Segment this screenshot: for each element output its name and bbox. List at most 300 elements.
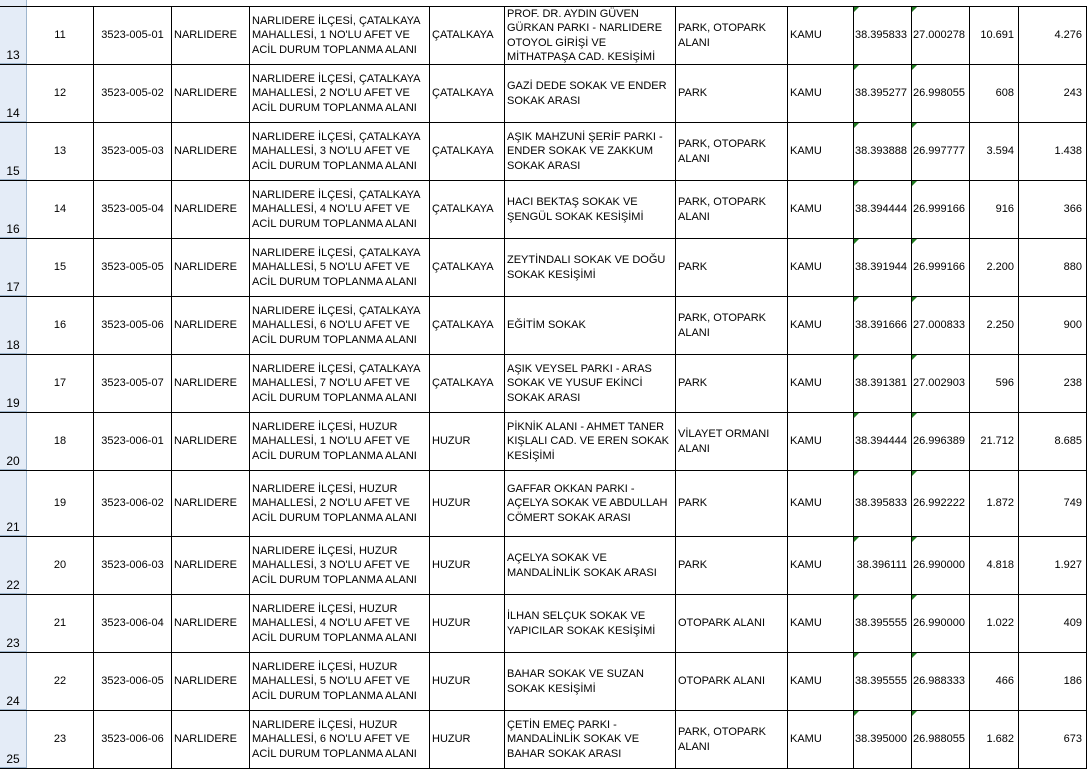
cell-kapasite[interactable] bbox=[1019, 65, 1087, 122]
cell-text: 27.002903 bbox=[913, 377, 965, 390]
cell-mulkiyet[interactable] bbox=[788, 123, 854, 180]
cell-text: KAMU bbox=[790, 87, 822, 100]
cell-mahalle[interactable] bbox=[430, 7, 505, 64]
cell-text: KAMU bbox=[790, 675, 822, 688]
cell-alan-adi[interactable] bbox=[250, 355, 430, 412]
cell-alan-adi[interactable] bbox=[250, 239, 430, 296]
cell-alan-m2[interactable] bbox=[970, 181, 1019, 238]
cell-text: NARLIDERE bbox=[174, 617, 237, 630]
cell-alan-turu[interactable] bbox=[676, 239, 788, 296]
cell-mulkiyet[interactable] bbox=[788, 711, 854, 768]
cell-boylam[interactable] bbox=[912, 355, 970, 412]
cell-text: KAMU bbox=[790, 319, 822, 332]
cell-ilce[interactable] bbox=[172, 537, 250, 594]
cell-text: 243 bbox=[1063, 87, 1082, 100]
cell-kapasite[interactable] bbox=[1019, 413, 1087, 470]
cell-text: 916 bbox=[995, 203, 1014, 216]
cell-text: HUZUR bbox=[432, 733, 471, 746]
cell-text: 900 bbox=[1063, 319, 1082, 332]
cell-text: 749 bbox=[1063, 497, 1082, 510]
cell-alan-turu[interactable] bbox=[676, 413, 788, 470]
error-indicator-icon bbox=[912, 413, 917, 418]
cell-enlem[interactable] bbox=[854, 297, 912, 354]
cell-boylam[interactable] bbox=[912, 413, 970, 470]
cell-adres[interactable] bbox=[505, 595, 676, 652]
cell-adres[interactable] bbox=[505, 181, 676, 238]
cell-kapasite[interactable] bbox=[1019, 181, 1087, 238]
cell-text: HUZUR bbox=[432, 435, 471, 448]
cell-alan-turu[interactable] bbox=[676, 537, 788, 594]
cell-text: 1.872 bbox=[986, 497, 1014, 510]
cell-text: 22 bbox=[53, 675, 67, 688]
cell-mulkiyet[interactable] bbox=[788, 537, 854, 594]
row-header[interactable]: 18 bbox=[0, 297, 27, 354]
cell-mahalle[interactable] bbox=[430, 355, 505, 412]
cell-sira-no[interactable] bbox=[27, 711, 94, 768]
cell-text: KAMU bbox=[790, 617, 822, 630]
cell-text: 3523-006-05 bbox=[101, 675, 164, 688]
cell-text: ÇATALKAYA bbox=[432, 87, 494, 100]
cell-kapasite[interactable] bbox=[1019, 471, 1087, 536]
cell-sira-no[interactable] bbox=[27, 65, 94, 122]
cell-kapasite[interactable] bbox=[1019, 297, 1087, 354]
error-indicator-icon bbox=[854, 653, 859, 658]
error-indicator-icon bbox=[912, 65, 917, 70]
table-row bbox=[0, 297, 1087, 355]
cell-text: NARLIDERE bbox=[174, 559, 237, 572]
cell-sira-no[interactable] bbox=[27, 537, 94, 594]
cell-enlem[interactable] bbox=[854, 7, 912, 64]
cell-adres[interactable] bbox=[505, 711, 676, 768]
cell-boylam[interactable] bbox=[912, 7, 970, 64]
cell-adres[interactable] bbox=[505, 7, 676, 64]
cell-mahalle[interactable] bbox=[430, 653, 505, 710]
cell-adres[interactable] bbox=[505, 65, 676, 122]
cell-alan-kodu[interactable] bbox=[94, 7, 172, 64]
cell-alan-m2[interactable] bbox=[970, 239, 1019, 296]
cell-text: PARK, OTOPARK ALANI bbox=[678, 726, 767, 753]
cell-alan-m2[interactable] bbox=[970, 297, 1019, 354]
cell-text: 38.394444 bbox=[855, 435, 907, 448]
cell-alan-kodu[interactable] bbox=[94, 711, 172, 768]
error-indicator-icon bbox=[912, 297, 917, 302]
cell-enlem[interactable] bbox=[854, 355, 912, 412]
cell-sira-no[interactable] bbox=[27, 239, 94, 296]
cell-text: AŞIK MAHZUNİ ŞERİF PARKI - ENDER SOKAK VE ZAKKUM SOKAK ARASI bbox=[507, 130, 663, 172]
table-row bbox=[0, 65, 1087, 123]
cell-mulkiyet[interactable] bbox=[788, 65, 854, 122]
cell-text: NARLIDERE İLÇESİ, ÇATALKAYA MAHALLESİ, 1 NO'LU AFET VE ACİL DURUM TOPLANMA ALANI bbox=[252, 14, 420, 56]
cell-mulkiyet[interactable] bbox=[788, 7, 854, 64]
cell-kapasite[interactable] bbox=[1019, 7, 1087, 64]
table-row bbox=[0, 413, 1087, 471]
cell-text: 3523-005-01 bbox=[101, 29, 164, 42]
cell-enlem[interactable] bbox=[854, 653, 912, 710]
cell-text: 3523-006-04 bbox=[101, 617, 164, 630]
cell-text: 38.391944 bbox=[855, 261, 907, 274]
cell-text: NARLIDERE İLÇESİ, ÇATALKAYA MAHALLESİ, 7 NO'LU AFET VE ACİL DURUM TOPLANMA ALANI bbox=[252, 362, 420, 404]
table-row bbox=[0, 711, 1087, 769]
cell-mahalle[interactable] bbox=[430, 239, 505, 296]
cell-mulkiyet[interactable] bbox=[788, 181, 854, 238]
cell-text: HUZUR bbox=[432, 497, 471, 510]
cell-alan-turu[interactable] bbox=[676, 297, 788, 354]
cell-text: KAMU bbox=[790, 377, 822, 390]
cell-text: NARLIDERE bbox=[174, 29, 237, 42]
row-header-remnant[interactable] bbox=[0, 0, 27, 6]
cell-enlem[interactable] bbox=[854, 711, 912, 768]
cell-text: KAMU bbox=[790, 435, 822, 448]
cell-enlem[interactable] bbox=[854, 595, 912, 652]
table-row bbox=[0, 123, 1087, 181]
cell-kapasite[interactable] bbox=[1019, 123, 1087, 180]
error-indicator-icon bbox=[854, 123, 859, 128]
row-header[interactable]: 22 bbox=[0, 537, 27, 594]
cell-ilce[interactable] bbox=[172, 239, 250, 296]
cell-text: 38.395833 bbox=[855, 29, 907, 42]
cell-alan-m2[interactable] bbox=[970, 711, 1019, 768]
cell-text: 1.682 bbox=[986, 733, 1014, 746]
cell-alan-adi[interactable] bbox=[250, 595, 430, 652]
cell-adres[interactable] bbox=[505, 653, 676, 710]
cell-text: NARLIDERE İLÇESİ, HUZUR MAHALLESİ, 4 NO'LU AFET VE ACİL DURUM TOPLANMA ALANI bbox=[252, 602, 417, 644]
cell-boylam[interactable] bbox=[912, 65, 970, 122]
cell-text: 8.685 bbox=[1054, 435, 1082, 448]
cell-alan-turu[interactable] bbox=[676, 123, 788, 180]
cell-text: 11 bbox=[54, 29, 66, 42]
cell-kapasite[interactable] bbox=[1019, 595, 1087, 652]
cell-alan-turu[interactable] bbox=[676, 595, 788, 652]
cell-alan-kodu[interactable] bbox=[94, 297, 172, 354]
cell-ilce[interactable] bbox=[172, 595, 250, 652]
cell-text: 3523-005-05 bbox=[101, 261, 164, 274]
table-row bbox=[0, 537, 1087, 595]
cell-text: PARK, OTOPARK ALANI bbox=[678, 196, 767, 223]
cell-mahalle[interactable] bbox=[430, 595, 505, 652]
cell-alan-kodu[interactable] bbox=[94, 239, 172, 296]
cell-ilce[interactable] bbox=[172, 65, 250, 122]
cell-text: 13 bbox=[53, 145, 67, 158]
cell-alan-adi[interactable] bbox=[250, 653, 430, 710]
cell-text: 38.395833 bbox=[855, 497, 907, 510]
cell-alan-adi[interactable] bbox=[250, 65, 430, 122]
cell-text: 38.395555 bbox=[855, 675, 907, 688]
row-header[interactable]: 25 bbox=[0, 711, 27, 768]
cell-text: 3523-006-03 bbox=[101, 559, 164, 572]
cell-text: AÇELYA SOKAK VE MANDALİNLİK SOKAK ARASI bbox=[507, 552, 657, 579]
cell-ilce[interactable] bbox=[172, 181, 250, 238]
row-header[interactable]: 14 bbox=[0, 65, 27, 122]
cell-sira-no[interactable] bbox=[27, 123, 94, 180]
cell-mahalle[interactable] bbox=[430, 65, 505, 122]
cell-sira-no[interactable] bbox=[27, 471, 94, 536]
cell-text: 21 bbox=[53, 617, 67, 630]
cell-alan-kodu[interactable] bbox=[94, 471, 172, 536]
cell-mulkiyet[interactable] bbox=[788, 595, 854, 652]
cell-ilce[interactable] bbox=[172, 355, 250, 412]
cell-mahalle[interactable] bbox=[430, 413, 505, 470]
error-indicator-icon bbox=[912, 239, 917, 244]
cell-kapasite[interactable] bbox=[1019, 711, 1087, 768]
cell-mahalle[interactable] bbox=[430, 711, 505, 768]
cell-alan-kodu[interactable] bbox=[94, 355, 172, 412]
cell-alan-m2[interactable] bbox=[970, 471, 1019, 536]
cell-text: PARK bbox=[678, 377, 708, 390]
cell-mahalle[interactable] bbox=[430, 471, 505, 536]
cell-adres[interactable] bbox=[505, 297, 676, 354]
cell-mulkiyet[interactable] bbox=[788, 653, 854, 710]
table-row bbox=[0, 471, 1087, 537]
cell-text: 38.394444 bbox=[855, 203, 907, 216]
error-indicator-icon bbox=[912, 595, 917, 600]
cell-text: 466 bbox=[995, 675, 1014, 688]
cell-kapasite[interactable] bbox=[1019, 653, 1087, 710]
cell-text: NARLIDERE bbox=[174, 377, 237, 390]
cell-alan-turu[interactable] bbox=[676, 711, 788, 768]
cell-mulkiyet[interactable] bbox=[788, 355, 854, 412]
cell-alan-turu[interactable] bbox=[676, 653, 788, 710]
cell-text: 673 bbox=[1063, 733, 1082, 746]
cell-text: 3.594 bbox=[986, 145, 1014, 158]
cell-ilce[interactable] bbox=[172, 653, 250, 710]
error-indicator-icon bbox=[912, 653, 917, 658]
cell-enlem[interactable] bbox=[854, 413, 912, 470]
cell-text: NARLIDERE İLÇESİ, ÇATALKAYA MAHALLESİ, 3 NO'LU AFET VE ACİL DURUM TOPLANMA ALANI bbox=[252, 130, 420, 172]
cell-alan-kodu[interactable] bbox=[94, 413, 172, 470]
cell-text: NARLIDERE bbox=[174, 145, 237, 158]
cell-mahalle[interactable] bbox=[430, 123, 505, 180]
cell-text: 4.818 bbox=[986, 559, 1014, 572]
cell-boylam[interactable] bbox=[912, 123, 970, 180]
cell-text: KAMU bbox=[790, 203, 822, 216]
cell-boylam[interactable] bbox=[912, 595, 970, 652]
cell-text: 366 bbox=[1063, 203, 1082, 216]
cell-alan-adi[interactable] bbox=[250, 471, 430, 536]
cell-text: ÇATALKAYA bbox=[432, 29, 494, 42]
cell-text: AŞIK VEYSEL PARKI - ARAS SOKAK VE YUSUF EKİNCİ SOKAK ARASI bbox=[507, 362, 652, 404]
cell-adres[interactable] bbox=[505, 355, 676, 412]
cell-text: 26.999166 bbox=[913, 261, 965, 274]
cell-text: NARLIDERE İLÇESİ, ÇATALKAYA MAHALLESİ, 2 NO'LU AFET VE ACİL DURUM TOPLANMA ALANI bbox=[252, 72, 420, 114]
cell-text: VİLAYET ORMANI ALANI bbox=[678, 428, 770, 455]
cell-ilce[interactable] bbox=[172, 711, 250, 768]
cell-text: 38.395000 bbox=[855, 733, 907, 746]
data-rows bbox=[0, 7, 1087, 769]
cell-alan-m2[interactable] bbox=[970, 413, 1019, 470]
cell-text: KAMU bbox=[790, 559, 822, 572]
row-header[interactable]: 16 bbox=[0, 181, 27, 238]
table-row bbox=[0, 239, 1087, 297]
cell-alan-turu[interactable] bbox=[676, 355, 788, 412]
cell-ilce[interactable] bbox=[172, 413, 250, 470]
cell-text: PROF. DR. AYDIN GÜVEN GÜRKAN PARKI - NARLIDERE OTOYOL GİRİŞİ VE MİTHATPAŞA CAD. KESİŞİMİ bbox=[507, 7, 663, 63]
cell-text: NARLIDERE bbox=[174, 675, 237, 688]
cell-text: 2.250 bbox=[986, 319, 1014, 332]
cell-alan-kodu[interactable] bbox=[94, 537, 172, 594]
cell-alan-turu[interactable] bbox=[676, 471, 788, 536]
row-header[interactable]: 19 bbox=[0, 355, 27, 412]
cell-alan-adi[interactable] bbox=[250, 413, 430, 470]
cell-text: PARK bbox=[678, 87, 708, 100]
cell-boylam[interactable] bbox=[912, 471, 970, 536]
cell-boylam[interactable] bbox=[912, 537, 970, 594]
cell-enlem[interactable] bbox=[854, 471, 912, 536]
cell-boylam[interactable] bbox=[912, 711, 970, 768]
cell-text: ÇATALKAYA bbox=[432, 319, 494, 332]
cell-alan-m2[interactable] bbox=[970, 7, 1019, 64]
cell-text: GAFFAR OKKAN PARKI - AÇELYA SOKAK VE ABDULLAH CÖMERT SOKAK ARASI bbox=[507, 482, 668, 524]
cell-alan-adi[interactable] bbox=[250, 7, 430, 64]
cell-adres[interactable] bbox=[505, 413, 676, 470]
cell-adres[interactable] bbox=[505, 471, 676, 536]
cell-alan-turu[interactable] bbox=[676, 181, 788, 238]
cell-alan-m2[interactable] bbox=[970, 595, 1019, 652]
cell-text: 17 bbox=[53, 377, 67, 390]
cell-enlem[interactable] bbox=[854, 123, 912, 180]
error-indicator-icon bbox=[854, 181, 859, 186]
cell-text: 18 bbox=[53, 435, 67, 448]
row-header[interactable]: 17 bbox=[0, 239, 27, 296]
cell-alan-m2[interactable] bbox=[970, 537, 1019, 594]
row-header[interactable]: 24 bbox=[0, 653, 27, 710]
cell-text: KAMU bbox=[790, 497, 822, 510]
cell-text: 38.393888 bbox=[855, 145, 907, 158]
row-header[interactable]: 13 bbox=[0, 7, 27, 64]
cell-alan-adi[interactable] bbox=[250, 711, 430, 768]
cell-text: 26.999166 bbox=[913, 203, 965, 216]
cell-sira-no[interactable] bbox=[27, 7, 94, 64]
cell-text: 20 bbox=[53, 559, 67, 572]
cell-alan-m2[interactable] bbox=[970, 355, 1019, 412]
cell-alan-turu[interactable] bbox=[676, 7, 788, 64]
cell-text: NARLIDERE bbox=[174, 497, 237, 510]
cell-sira-no[interactable] bbox=[27, 181, 94, 238]
cell-mulkiyet[interactable] bbox=[788, 471, 854, 536]
row-header[interactable]: 23 bbox=[0, 595, 27, 652]
cell-sira-no[interactable] bbox=[27, 595, 94, 652]
cell-ilce[interactable] bbox=[172, 471, 250, 536]
cell-alan-adi[interactable] bbox=[250, 123, 430, 180]
error-indicator-icon bbox=[854, 471, 859, 476]
cell-text: 238 bbox=[1063, 377, 1082, 390]
error-indicator-icon bbox=[854, 413, 859, 418]
row-header[interactable]: 15 bbox=[0, 123, 27, 180]
cell-text: 26.990000 bbox=[913, 617, 965, 630]
table-row bbox=[0, 595, 1087, 653]
cell-text: 3523-005-06 bbox=[101, 319, 164, 332]
error-indicator-icon bbox=[912, 537, 917, 542]
cell-mahalle[interactable] bbox=[430, 297, 505, 354]
cell-sira-no[interactable] bbox=[27, 297, 94, 354]
cell-boylam[interactable] bbox=[912, 239, 970, 296]
cell-text: HACI BEKTAŞ SOKAK VE ŞENGÜL SOKAK KESİŞİMİ bbox=[507, 196, 644, 223]
cell-alan-kodu[interactable] bbox=[94, 181, 172, 238]
cell-boylam[interactable] bbox=[912, 181, 970, 238]
error-indicator-icon bbox=[854, 537, 859, 542]
cell-mahalle[interactable] bbox=[430, 181, 505, 238]
cell-alan-adi[interactable] bbox=[250, 181, 430, 238]
cell-alan-kodu[interactable] bbox=[94, 123, 172, 180]
cell-boylam[interactable] bbox=[912, 653, 970, 710]
cell-alan-turu[interactable] bbox=[676, 65, 788, 122]
cell-text: 27.000278 bbox=[913, 29, 965, 42]
cell-text: 38.395555 bbox=[855, 617, 907, 630]
cell-text: NARLIDERE İLÇESİ, HUZUR MAHALLESİ, 2 NO'LU AFET VE ACİL DURUM TOPLANMA ALANI bbox=[252, 482, 417, 524]
cell-text: 608 bbox=[995, 87, 1014, 100]
cell-text: 16 bbox=[53, 319, 67, 332]
cell-adres[interactable] bbox=[505, 537, 676, 594]
cell-text: KAMU bbox=[790, 29, 822, 42]
cell-text: EĞİTİM SOKAK bbox=[507, 319, 586, 332]
cell-text: ÇATALKAYA bbox=[432, 377, 494, 390]
cell-ilce[interactable] bbox=[172, 297, 250, 354]
cell-sira-no[interactable] bbox=[27, 413, 94, 470]
cell-text: 2.200 bbox=[986, 261, 1014, 274]
cell-text: KAMU bbox=[790, 733, 822, 746]
cell-text: 409 bbox=[1063, 617, 1082, 630]
cell-mulkiyet[interactable] bbox=[788, 239, 854, 296]
cell-adres[interactable] bbox=[505, 123, 676, 180]
cell-text: 186 bbox=[1063, 675, 1082, 688]
cell-alan-kodu[interactable] bbox=[94, 65, 172, 122]
cell-enlem[interactable] bbox=[854, 181, 912, 238]
cell-enlem[interactable] bbox=[854, 65, 912, 122]
cell-enlem[interactable] bbox=[854, 239, 912, 296]
cell-alan-kodu[interactable] bbox=[94, 653, 172, 710]
cell-kapasite[interactable] bbox=[1019, 239, 1087, 296]
cell-text: NARLIDERE bbox=[174, 203, 237, 216]
cell-alan-m2[interactable] bbox=[970, 123, 1019, 180]
cell-mulkiyet[interactable] bbox=[788, 413, 854, 470]
cell-text: PARK bbox=[678, 559, 708, 572]
cell-kapasite[interactable] bbox=[1019, 537, 1087, 594]
cell-text: 38.395277 bbox=[855, 87, 907, 100]
cell-boylam[interactable] bbox=[912, 297, 970, 354]
cell-mahalle[interactable] bbox=[430, 537, 505, 594]
cell-text: PİKNİK ALANI - AHMET TANER KIŞLALI CAD. VE EREN SOKAK KESİŞİMİ bbox=[507, 420, 670, 462]
cell-alan-m2[interactable] bbox=[970, 65, 1019, 122]
cell-alan-adi[interactable] bbox=[250, 297, 430, 354]
cell-text: PARK bbox=[678, 497, 708, 510]
cell-text: 38.391666 bbox=[855, 319, 907, 332]
cell-text: NARLIDERE bbox=[174, 87, 237, 100]
cell-text: 26.988055 bbox=[913, 733, 965, 746]
cell-alan-kodu[interactable] bbox=[94, 595, 172, 652]
cell-text: OTOPARK ALANI bbox=[678, 617, 766, 630]
cell-ilce[interactable] bbox=[172, 7, 250, 64]
cell-text: 38.391381 bbox=[855, 377, 907, 390]
previous-row-remnant bbox=[0, 0, 1087, 7]
cell-text: 21.712 bbox=[980, 435, 1014, 448]
cell-ilce[interactable] bbox=[172, 123, 250, 180]
cell-enlem[interactable] bbox=[854, 537, 912, 594]
cell-kapasite[interactable] bbox=[1019, 355, 1087, 412]
error-indicator-icon bbox=[912, 123, 917, 128]
row-header[interactable]: 21 bbox=[0, 471, 27, 536]
cell-text: ÇATALKAYA bbox=[432, 145, 494, 158]
cell-text: HUZUR bbox=[432, 617, 471, 630]
cell-alan-adi[interactable] bbox=[250, 537, 430, 594]
cell-adres[interactable] bbox=[505, 239, 676, 296]
row-header[interactable]: 20 bbox=[0, 413, 27, 470]
cell-text: 23 bbox=[53, 733, 67, 746]
cell-mulkiyet[interactable] bbox=[788, 297, 854, 354]
cell-text: NARLIDERE İLÇESİ, ÇATALKAYA MAHALLESİ, 6 NO'LU AFET VE ACİL DURUM TOPLANMA ALANI bbox=[252, 304, 420, 346]
cell-sira-no[interactable] bbox=[27, 355, 94, 412]
cell-text: NARLIDERE bbox=[174, 261, 237, 274]
cell-alan-m2[interactable] bbox=[970, 653, 1019, 710]
cell-sira-no[interactable] bbox=[27, 653, 94, 710]
